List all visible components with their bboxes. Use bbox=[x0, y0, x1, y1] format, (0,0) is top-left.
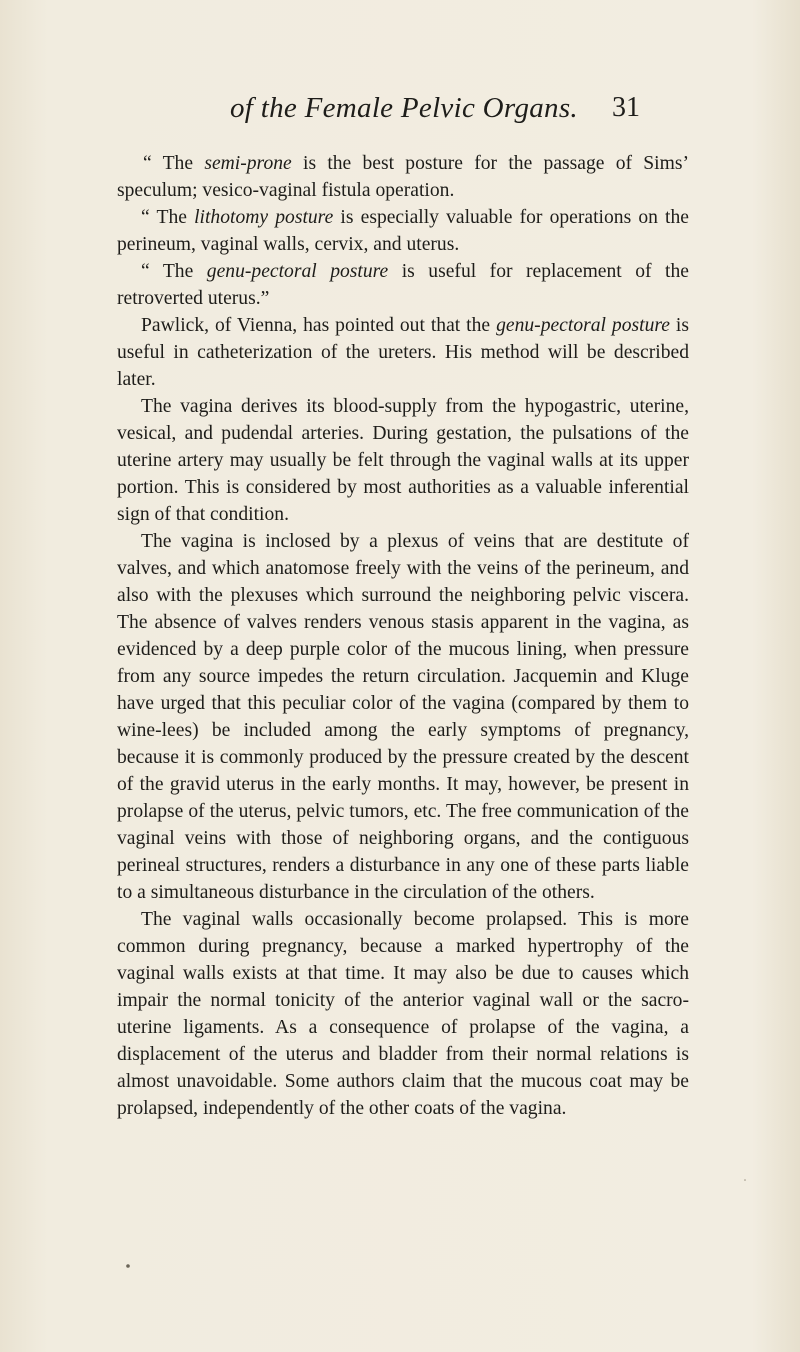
paragraph-venous-plexus bbox=[117, 528, 689, 906]
paragraph-lithotomy bbox=[117, 204, 689, 258]
paragraph-prolapse bbox=[117, 906, 689, 1122]
page-number: 31 bbox=[612, 92, 640, 123]
running-title: of the Female Pelvic Organs. bbox=[230, 92, 578, 124]
paragraph-pawlick bbox=[117, 312, 689, 393]
text-run: “ The bbox=[141, 261, 207, 282]
emphasis-text: lithotomy posture bbox=[194, 207, 334, 228]
emphasis-text: genu-pectoral posture bbox=[206, 261, 389, 282]
paragraph-semi-prone bbox=[117, 150, 689, 204]
paragraph-blood-supply bbox=[117, 393, 689, 528]
text-run: is useful for replacement of the retroverted uterus.” bbox=[117, 261, 689, 309]
text-run: is useful in catheterization of the ureters. His method will be described later. bbox=[117, 315, 689, 390]
ink-speck bbox=[744, 1179, 746, 1181]
text-run: is the best posture for the passage of Sims’ speculum; vesico-vaginal fistula operation. bbox=[117, 153, 690, 201]
emphasis-text: genu-pectoral posture bbox=[496, 315, 670, 336]
body-text bbox=[117, 150, 689, 1122]
text-run: “ The bbox=[141, 207, 195, 228]
text-run: The vaginal walls occasionally become prolapsed. This is more common during pregnancy, because a marked hypertrophy of the vaginal walls exists at that time. It may also be due to causes which impair the normal tonicity of the anterior vaginal wall or the sacro-uterine ligaments. As a consequence of prolapse of the vagina, a displacement of the uterus and bladder from their normal relations is almost unavoidable. Some authors claim that the mucous coat may be prolapsed, independently of the other coats of the vagina. bbox=[117, 909, 689, 1119]
ink-speck bbox=[126, 1264, 130, 1268]
text-run: is especially valuable for operations on the perineum, vaginal walls, cervix, and uterus. bbox=[117, 207, 689, 255]
emphasis-text: semi-prone bbox=[204, 153, 292, 174]
text-run: The vagina derives its blood-supply from the hypogastric, uterine, vesical, and pudendal arteries. During gestation, the pulsations of the uterine artery may usually be felt through the vaginal walls at its upper portion. This is considered by most authorities as a valuable inferential sign of that condition. bbox=[117, 396, 689, 525]
page-header bbox=[230, 92, 640, 136]
text-run: The vagina is inclosed by a plexus of veins that are destitute of valves, and which anatomose freely with the veins of the perineum, and also with the plexuses which surround the neighboring pelvic viscera. The absence of valves renders venous stasis apparent in the vagina, as evidenced by a deep purple color of the mucous lining, when pressure from any source impedes the return circulation. Jacquemin and Kluge have urged that this peculiar color of the vagina (compared by them to wine-lees) be included among the early symptoms of pregnancy, because it is commonly produced by the pressure created by the descent of the gravid uterus in the early months. It may, however, be present in prolapse of the uterus, pelvic tumors, etc. The free communication of the vaginal veins with those of neighboring organs, and the contiguous perineal structures, renders a disturbance in any one of these parts liable to a simultaneous disturbance in the circulation of the others. bbox=[117, 531, 689, 903]
text-run: “ The bbox=[143, 153, 205, 174]
text-run: Pawlick, of Vienna, has pointed out that the bbox=[141, 315, 497, 336]
paragraph-genu-pectoral bbox=[117, 258, 689, 312]
